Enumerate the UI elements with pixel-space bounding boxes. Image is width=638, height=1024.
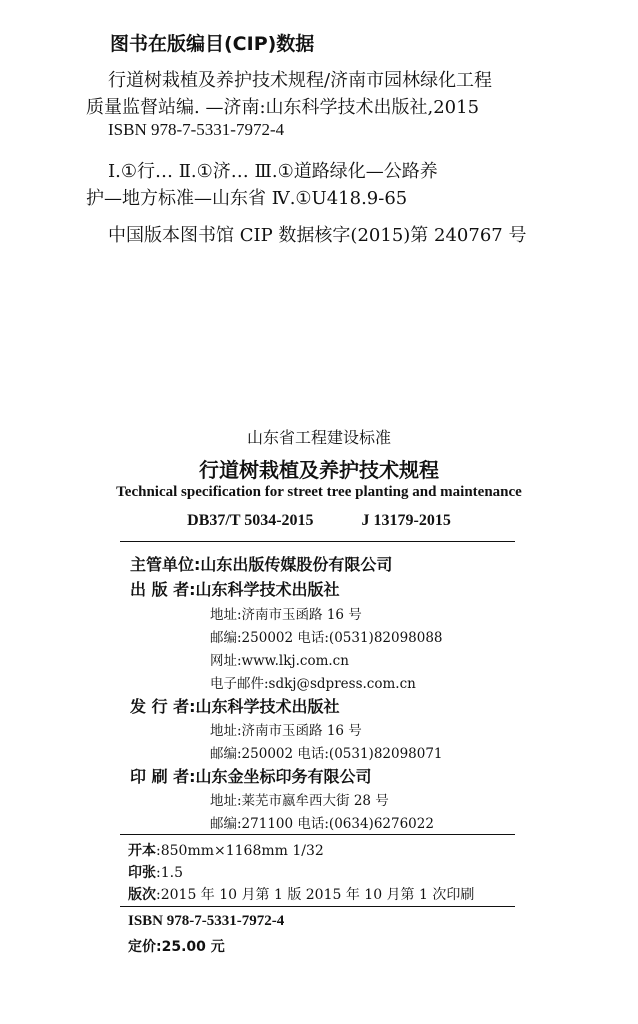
cip-line-record-number: 中国版本图书馆 CIP 数据核字(2015)第 240767 号 [108,225,527,246]
publisher-label: 出 版 者: [130,580,196,599]
format-label: 开本 [128,843,156,859]
edition-row [128,884,474,904]
distributor-label: 发 行 者: [130,697,196,716]
publisher-row [130,577,340,600]
distributor-contact: 邮编:250002 电话:(0531)82098071 [210,746,443,762]
printer-contact: 邮编:271100 电话:(0634)6276022 [210,816,434,832]
supervisor-row [130,552,392,575]
isbn-number: ISBN 978-7-5331-7972-4 [128,913,285,929]
divider-top [120,541,515,542]
printer-name: 山东金坐标印务有限公司 [195,767,372,786]
sheets-label: 印张 [128,865,156,881]
book-title-en: Technical specification for street tree planting and maintenance [116,484,522,500]
cip-heading: 图书在版编目(CIP)数据 [110,33,315,55]
standard-code-db: DB37/T 5034-2015 [187,512,314,529]
publisher-website: 网址:www.lkj.com.cn [210,653,349,669]
publisher-address: 地址:济南市玉函路 16 号 [210,607,362,623]
cip-line-subjects-cont: 护—地方标准—山东省 Ⅳ.①U418.9-65 [86,188,408,209]
cip-line-editor: 质量监督站编. —济南:山东科学技术出版社,2015 [86,97,480,118]
cip-line-subjects: Ⅰ.①行… Ⅱ.①济… Ⅲ.①道路绿化—公路养 [108,161,438,182]
publisher-contact: 邮编:250002 电话:(0531)82098088 [210,630,443,646]
standard-category: 山东省工程建设标准 [246,428,391,447]
supervisor-label: 主管单位: [130,555,201,574]
price: 定价:25.00 元 [128,939,225,955]
printer-label: 印 刷 者: [130,767,196,786]
distributor-row [130,694,340,717]
standard-codes [0,512,638,530]
publisher-name: 山东科学技术出版社 [195,580,340,599]
format-row [128,840,324,860]
sheets-value: :1.5 [156,865,183,881]
standard-code-j: J 13179-2015 [361,512,451,529]
distributor-address: 地址:济南市玉函路 16 号 [210,723,362,739]
printer-address: 地址:莱芜市嬴牟西大街 28 号 [210,793,389,809]
divider-middle [120,834,515,835]
sheets-row [128,862,183,882]
edition-label: 版次 [128,887,156,903]
printer-row [130,764,372,787]
distributor-name: 山东科学技术出版社 [195,697,340,716]
publisher-email: 电子邮件:sdkj@sdpress.com.cn [210,676,416,692]
cip-line-title: 行道树栽植及养护技术规程/济南市园林绿化工程 [108,70,493,91]
format-value: :850mm×1168mm 1/32 [156,843,324,859]
book-title-cn: 行道树栽植及养护技术规程 [199,458,439,482]
supervisor-name: 山东出版传媒股份有限公司 [200,555,393,574]
edition-value: :2015 年 10 月第 1 版 2015 年 10 月第 1 次印刷 [156,887,475,903]
cip-line-isbn: ISBN 978-7-5331-7972-4 [108,120,285,139]
divider-bottom [120,906,515,907]
